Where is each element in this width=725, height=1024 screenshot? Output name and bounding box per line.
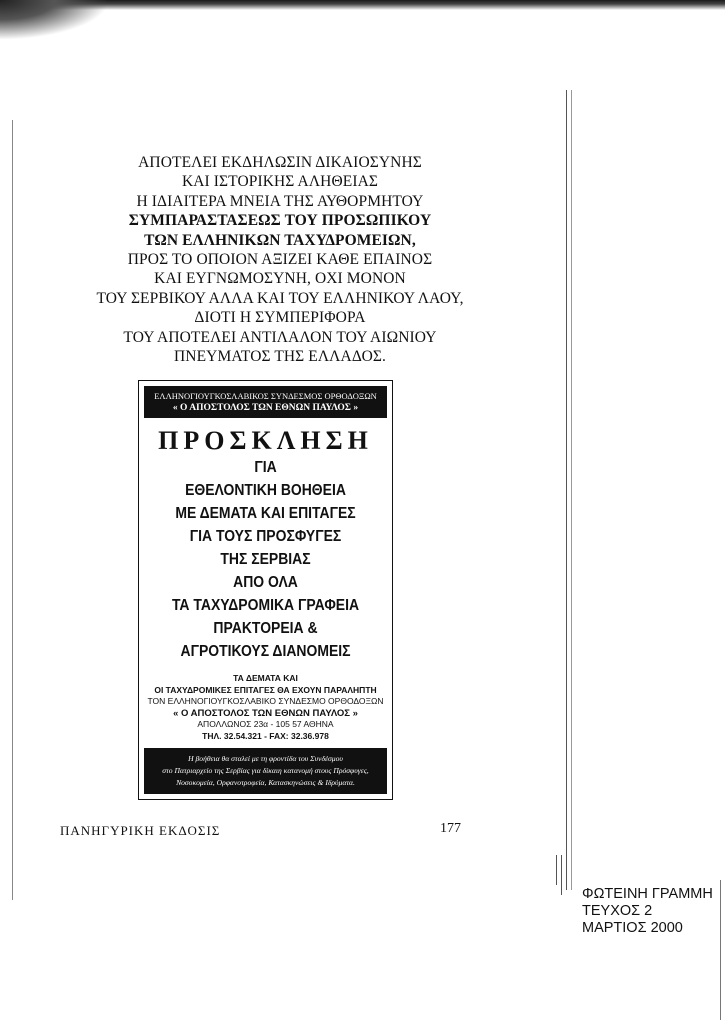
- intro-line: ΣΥΜΠΑΡΑΣΤΑΣΕΩΣ ΤΟΥ ΠΡΟΣΩΠΙΚΟΥ: [128, 212, 432, 230]
- flyer-footer-line: Νοσοκομεία, Ορφανοτροφεία, Κατασκηνώσεις & Ιδρύματα.: [176, 778, 355, 787]
- scan-edge-right-4: [561, 855, 562, 895]
- intro-line: ΤΟΥ ΑΠΟΤΕΛΕΙ ΑΝΤΙΛΑΛΟΝ ΤΟΥ ΑΙΩΝΙΟΥ: [123, 328, 437, 346]
- flyer-footer: [144, 748, 387, 794]
- flyer-address: ΑΠΟΛΛΩΝΟΣ 23α - 105 57 ΑΘΗΝΑ: [197, 719, 334, 729]
- scan-edge-right-1: [566, 90, 567, 890]
- flyer-line: ΕΘΕΛΟΝΤΙΚΗ ΒΟΗΘΕΙΑ: [185, 482, 346, 499]
- intro-line: Η ΙΔΙΑΙΤΕΡΑ ΜΝΕΙΑ ΤΗΣ ΑΥΘΟΡΜΗΤΟΥ: [136, 192, 424, 210]
- flyer-line: ΤΑ ΤΑΧΥΔΡΟΜΙΚΑ ΓΡΑΦΕΙΑ: [171, 597, 360, 614]
- flyer-header: [144, 386, 387, 418]
- flyer-info: [139, 673, 392, 742]
- flyer-org-name: « Ο ΑΠΟΣΤΟΛΟΣ ΤΩΝ ΕΘΝΩΝ ΠΑΥΛΟΣ »: [172, 403, 359, 413]
- flyer-line: ΓΙΑ: [254, 459, 277, 476]
- scan-edge-left: [12, 120, 13, 900]
- intro-line: ΚΑΙ ΕΥΓΝΩΜΟΣΥΝΗ, ΟΧΙ ΜΟΝΟΝ: [154, 270, 406, 288]
- flyer-line: ΤΗΣ ΣΕΡΒΙΑΣ: [220, 551, 311, 568]
- scan-edge-right-2: [571, 90, 572, 890]
- flyer-line: ΜΕ ΔΕΜΑΤΑ ΚΑΙ ΕΠΙΤΑΓΕΣ: [175, 505, 356, 522]
- intro-line: ΚΑΙ ΙΣΤΟΡΙΚΗΣ ΑΛΗΘΕΙΑΣ: [181, 173, 379, 191]
- stamp-line: ΦΩΤΕΙΝΗ ΓΡΑΜΜΗ: [582, 886, 713, 902]
- flyer-info-line: ΤΟΝ ΕΛΛΗΝΟΓΙΟΥΓΚΟΣΛΑΒΙΚΟ ΣΥΝΔΕΣΜΟ ΟΡΘΟΔΟΞΩΝ: [147, 696, 384, 706]
- invitation-flyer: [138, 380, 393, 800]
- scan-shadow-corner: [0, 0, 110, 40]
- scan-edge-right-3: [556, 855, 557, 885]
- flyer-line: ΠΡΑΚΤΟΡΕΙΑ &: [213, 620, 318, 637]
- intro-line: ΤΩΝ ΕΛΛΗΝΙΚΩΝ ΤΑΧΥΔΡΟΜΕΙΩΝ,: [144, 231, 416, 249]
- flyer-line: ΓΙΑ ΤΟΥΣ ΠΡΟΣΦΥΓΕΣ: [189, 528, 342, 545]
- flyer-org-line: ΕΛΛΗΝΟΓΙΟΥΓΚΟΣΛΑΒΙΚΟΣ ΣΥΝΔΕΣΜΟΣ ΟΡΘΟΔΟΞΩΝ: [154, 391, 377, 401]
- intro-line: ΠΡΟΣ ΤΟ ΟΠΟΙΟΝ ΑΞΙΖΕΙ ΚΑΘΕ ΕΠΑΙΝΟΣ: [127, 251, 433, 269]
- flyer-line: ΑΠΟ ΟΛΑ: [233, 574, 298, 591]
- flyer-footer-line: στο Πατριαρχείο της Σερβίας για δίκαιη κατανομή στους Πρόσφυγες,: [162, 766, 369, 775]
- intro-line: ΠΝΕΥΜΑΤΟΣ ΤΗΣ ΕΛΛΑΔΟΣ.: [174, 348, 386, 366]
- stamp-line: ΤΕΥΧΟΣ 2: [582, 903, 653, 919]
- publication-stamp: [582, 886, 725, 937]
- intro-paragraph: [60, 153, 500, 366]
- flyer-info-line: ΟΙ ΤΑΧΥΔΡΟΜΙΚΕΣ ΕΠΙΤΑΓΕΣ ΘΑ ΕΧΟΥΝ ΠΑΡΑΛΗΠΤΗ: [154, 684, 377, 695]
- intro-line: ΔΙΟΤΙ Η ΣΥΜΠΕΡΙΦΟΡΑ: [194, 309, 366, 327]
- flyer-line: ΑΓΡΟΤΙΚΟΥΣ ΔΙΑΝΟΜΕΙΣ: [180, 643, 351, 660]
- flyer-footer-line: Η βοήθεια θα σταλεί με τη φροντίδα του Συνδέσμου: [188, 754, 343, 763]
- intro-line: ΑΠΟΤΕΛΕΙ ΕΚΔΗΛΩΣΙΝ ΔΙΚΑΙΟΣΥΝΗΣ: [138, 154, 422, 171]
- page-number: 177: [440, 821, 461, 836]
- footer-edition-label: ΠΑΝΗΓΥΡΙΚΗ ΕΚΔΟΣΙΣ: [60, 823, 221, 838]
- flyer-info-line: ΤΑ ΔΕΜΑΤΑ ΚΑΙ: [233, 673, 298, 683]
- stamp-line: ΜΑΡΤΙΟΣ 2000: [582, 920, 683, 936]
- flyer-info-line: « Ο ΑΠΟΣΤΟΛΟΣ ΤΩΝ ΕΘΝΩΝ ΠΑΥΛΟΣ »: [173, 707, 358, 719]
- flyer-phone: ΤΗΛ. 32.54.321 - FAX: 32.36.978: [202, 730, 329, 741]
- flyer-title: ΠΡΟΣΚΛΗΣΗ: [158, 426, 373, 455]
- intro-line: ΤΟΥ ΣΕΡΒΙΚΟΥ ΑΛΛΑ ΚΑΙ ΤΟΥ ΕΛΛΗΝΙΚΟΥ ΛΑΟΥ,: [96, 289, 464, 307]
